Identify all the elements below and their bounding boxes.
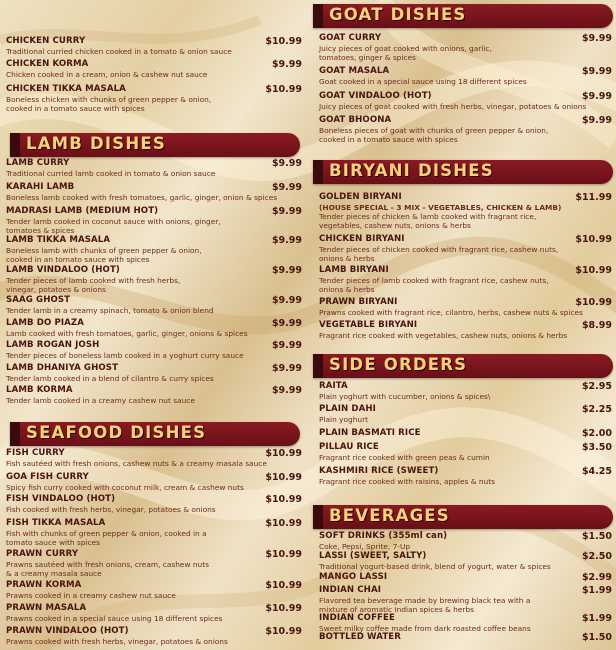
item-description: Fish cooked with fresh herbs, vinegar, potatoes & onions xyxy=(6,505,216,514)
item-name: GOA FISH CURRY xyxy=(6,472,89,482)
item-name: SOFT DRINKS (355ml can) xyxy=(319,531,448,541)
item-name: KARAHI LAMB xyxy=(6,182,75,192)
item-price: $10.99 xyxy=(575,265,612,276)
item-price: $1.99 xyxy=(581,613,612,624)
item-description: Tender pieces of lamb cooked with fresh herbs, vinegar, potatoes & onions xyxy=(6,276,181,295)
item-name: LAMB KORMA xyxy=(6,385,73,395)
item-name: CHICKEN CURRY xyxy=(6,36,86,46)
item-name: MANGO LASSI xyxy=(319,572,388,582)
item-name: LAMB DHANIYA GHOST xyxy=(6,363,119,373)
item-price: $10.99 xyxy=(265,580,302,591)
item-price: $10.99 xyxy=(265,518,302,529)
section-title: SIDE ORDERS xyxy=(329,355,468,374)
item-price: $9.99 xyxy=(271,158,302,169)
item-name: INDIAN CHAI xyxy=(319,585,382,595)
item-name: BOTTLED WATER xyxy=(319,632,401,642)
item-price: $4.25 xyxy=(581,466,612,477)
item-price: $9.99 xyxy=(271,295,302,306)
item-name: PRAWN VINDALOO (HOT) xyxy=(6,626,129,636)
item-price: $10.99 xyxy=(265,549,302,560)
item-description: Tender pieces of lamb cooked with fragrant rice, cashew nuts, onions & herbs xyxy=(319,276,549,295)
section-title: BEVERAGES xyxy=(329,506,450,525)
item-name: INDIAN COFFEE xyxy=(319,613,395,623)
item-price: $9.99 xyxy=(271,340,302,351)
item-description: Boneless lamb cooked with fresh tomatoes, garlic, ginger, onion & spices xyxy=(6,193,278,202)
item-description: Tender lamb cooked in a creamy cashew nut sauce xyxy=(6,396,195,405)
item-description: Fragrant rice cooked with raisins, apples & nuts xyxy=(319,477,495,486)
item-description: Lamb cooked with fresh tomatoes, garlic, ginger, onions & spices xyxy=(6,329,248,338)
item-name: PLAIN BASMATI RICE xyxy=(319,428,421,438)
goat-section-banner xyxy=(313,4,613,28)
beverages-section-banner xyxy=(313,505,613,529)
item-name: PRAWN KORMA xyxy=(6,580,82,590)
item-description: Traditional yogurt-based drink, blend of yogurt, water & spices xyxy=(319,562,551,571)
item-description: Juicy pieces of goat cooked with onions, garlic, tomatoes, ginger & spices xyxy=(319,44,492,63)
item-price: $10.99 xyxy=(265,603,302,614)
item-price: $2.95 xyxy=(581,381,612,392)
item-price: $9.99 xyxy=(271,363,302,374)
side-orders-section-banner xyxy=(313,354,613,378)
item-name: CHICKEN KORMA xyxy=(6,59,89,69)
item-description: Boneless chicken with chunks of green pepper & onion, cooked in a tomato sauce with spices xyxy=(6,95,212,114)
item-description: Goat cooked in a special sauce using 18 different spices xyxy=(319,77,527,86)
item-description: Tender lamb cooked in a blend of cilantro & curry spices xyxy=(6,374,214,383)
item-name: FISH VINDALOO (HOT) xyxy=(6,494,116,504)
item-name: LAMB BIRYANI xyxy=(319,265,389,275)
item-price: $1.99 xyxy=(581,585,612,596)
item-description: Prawns cooked in a creamy cashew nut sauce xyxy=(6,591,176,600)
item-price: $10.99 xyxy=(265,84,302,95)
item-name: GOAT BHOONA xyxy=(319,115,392,125)
section-title: GOAT DISHES xyxy=(329,5,467,24)
item-price: $2.50 xyxy=(581,551,612,562)
item-price: $9.99 xyxy=(271,182,302,193)
item-description: Fragrant rice cooked with green peas & cumin xyxy=(319,453,490,462)
item-description: Sweet milky coffee made from dark roasted coffee beans xyxy=(319,624,531,633)
item-price: $9.99 xyxy=(271,206,302,217)
item-description: Traditional curried lamb cooked in tomato & onion sauce xyxy=(6,169,216,178)
item-price: $1.50 xyxy=(581,632,612,643)
item-description: (HOUSE SPECIAL - 3 MIX - VEGETABLES, CHICKEN & LAMB) Tender pieces of chicken & lamb cooked with fragrant rice, vegetables, cashew nuts, onions & herbs xyxy=(319,203,562,231)
item-description: Flavored tea beverage made by brewing black tea with a mixture of aromatic Indian spices & herbs xyxy=(319,596,531,615)
item-name: SAAG GHOST xyxy=(6,295,71,305)
item-name: LAMB ROGAN JOSH xyxy=(6,340,100,350)
item-price: $1.50 xyxy=(581,531,612,542)
item-price: $2.99 xyxy=(581,572,612,583)
item-price: $10.99 xyxy=(265,472,302,483)
lamb-section-banner xyxy=(10,133,300,157)
item-description: Prawns cooked with fragrant rice, cilantro, herbs, cashew nuts & spices xyxy=(319,308,583,317)
seafood-section-banner xyxy=(10,422,300,446)
item-price: $10.99 xyxy=(265,36,302,47)
item-name: FISH CURRY xyxy=(6,448,65,458)
item-price: $2.00 xyxy=(581,428,612,439)
item-name: GOLDEN BIRYANI xyxy=(319,192,402,202)
item-description: Plain yoghurt xyxy=(319,415,369,424)
item-price: $9.99 xyxy=(581,66,612,77)
item-description: Fragrant rice cooked with vegetables, cashew nuts, onions & herbs xyxy=(319,331,568,340)
item-name: LAMB VINDALOO (HOT) xyxy=(6,265,120,275)
item-name: LASSI (SWEET, SALTY) xyxy=(319,551,427,561)
item-description: Fish sautéed with fresh onions, cashew nuts & a creamy masala sauce xyxy=(6,459,267,468)
section-title: BIRYANI DISHES xyxy=(329,161,494,180)
item-name: LAMB CURRY xyxy=(6,158,70,168)
item-name: CHICKEN TIKKA MASALA xyxy=(6,84,126,94)
item-name: GOAT MASALA xyxy=(319,66,390,76)
item-name: GOAT CURRY xyxy=(319,33,382,43)
item-price: $10.99 xyxy=(575,297,612,308)
item-description: Prawns cooked in a special sauce using 18 different spices xyxy=(6,614,223,623)
section-title: LAMB DISHES xyxy=(26,134,166,153)
item-price: $9.99 xyxy=(271,318,302,329)
item-price: $9.99 xyxy=(581,91,612,102)
item-description: Traditional curried chicken cooked in a tomato & onion sauce xyxy=(6,47,232,56)
item-price: $10.99 xyxy=(265,448,302,459)
item-price: $2.25 xyxy=(581,404,612,415)
item-description: Boneless pieces of goat with chunks of green pepper & onion, cooked in a tomato sauce with spices xyxy=(319,126,549,145)
item-description: Coke, Pepsi, Sprite, 7-Up xyxy=(319,542,411,551)
item-name: LAMB DO PIAZA xyxy=(6,318,84,328)
item-description: Spicy fish curry cooked with coconut milk, cream & cashew nuts xyxy=(6,483,244,492)
item-price: $9.99 xyxy=(271,59,302,70)
item-description: Prawns sautéed with fresh onions, cream, cashew nuts & a creamy masala sauce xyxy=(6,560,209,579)
item-description: Tender pieces of boneless lamb cooked in a yoghurt curry sauce xyxy=(6,351,244,360)
item-price: $9.99 xyxy=(581,115,612,126)
item-name: FISH TIKKA MASALA xyxy=(6,518,106,528)
item-price: $9.99 xyxy=(581,33,612,44)
item-name: PRAWN MASALA xyxy=(6,603,87,613)
item-description: Boneless lamb with chunks of green pepper & onion, cooked in an tomato sauce with spices xyxy=(6,246,202,265)
item-name: VEGETABLE BIRYANI xyxy=(319,320,418,330)
item-price: $10.99 xyxy=(575,234,612,245)
item-price: $11.99 xyxy=(575,192,612,203)
item-name: PRAWN CURRY xyxy=(6,549,79,559)
item-price: $9.99 xyxy=(271,265,302,276)
item-name: KASHMIRI RICE (SWEET) xyxy=(319,466,439,476)
item-name: PILLAU RICE xyxy=(319,442,379,452)
item-price: $10.99 xyxy=(265,494,302,505)
item-price: $9.99 xyxy=(271,385,302,396)
item-description: Juicy pieces of goat cooked with fresh herbs, vinegar, potatoes & onions xyxy=(319,102,587,111)
item-name: MADRASI LAMB (MEDIUM HOT) xyxy=(6,206,159,216)
item-name: GOAT VINDALOO (HOT) xyxy=(319,91,432,101)
item-description: Tender pieces of chicken cooked with fragrant rice, cashew nuts, onions & herbs xyxy=(319,245,559,264)
item-price: $3.50 xyxy=(581,442,612,453)
item-price: $9.99 xyxy=(271,235,302,246)
biryani-section-banner xyxy=(313,160,613,184)
item-description: Fish with chunks of green pepper & onion, cooked in a tomato sauce with spices xyxy=(6,529,207,548)
item-description: Plain yoghurt with cucumber, onions & spices\ xyxy=(319,392,491,401)
item-description: Tender lamb cooked in coconut sauce with onions, ginger, tomatoes & spices xyxy=(6,217,221,236)
item-price: $8.99 xyxy=(581,320,612,331)
item-price: $10.99 xyxy=(265,626,302,637)
item-name: LAMB TIKKA MASALA xyxy=(6,235,111,245)
item-description: Chicken cooked in a cream, onion & cashew nut sauce xyxy=(6,70,208,79)
item-name: CHICKEN BIRYANI xyxy=(319,234,405,244)
item-name: RAITA xyxy=(319,381,348,391)
section-title: SEAFOOD DISHES xyxy=(26,423,207,442)
item-description: Tender lamb in a creamy spinach, tomato & onion blend xyxy=(6,306,214,315)
item-description: Prawns cooked with fresh herbs, vinegar, potatoes & onions xyxy=(6,637,228,646)
item-name: PLAIN DAHI xyxy=(319,404,376,414)
item-name: PRAWN BIRYANI xyxy=(319,297,398,307)
